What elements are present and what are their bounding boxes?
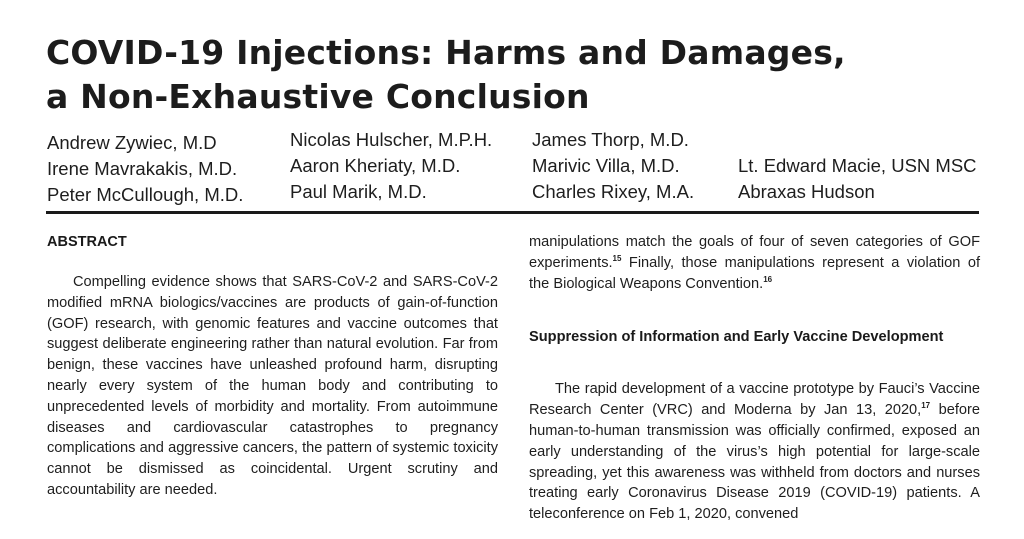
reference-marker: 16 <box>763 274 773 284</box>
author-column-3 <box>532 127 694 205</box>
section-heading: Suppression of Information and Early Vaccine Development <box>529 329 944 346</box>
author-name: Lt. Edward Macie, USN MSC <box>738 155 977 176</box>
left-column <box>47 232 498 501</box>
continuation-text: manipulations match the goals of four of seven categories of GOF experiments. <box>529 234 980 271</box>
paper-title <box>46 31 1006 119</box>
section-paragraph <box>529 379 980 525</box>
author-name: James Thorp, M.D. <box>532 129 689 150</box>
author-name: Peter McCullough, M.D. <box>47 184 244 205</box>
author-name: Andrew Zywiec, M.D <box>47 132 217 153</box>
abstract-paragraph: Compelling evidence shows that SARS-CoV-2 and SARS-CoV-2 modified mRNA biologics/vaccines are products of gain-of-function (GOF) research, with genomic features and vaccine outcomes that suggest deliberate engineering rather than natural evolution. Far from benign, these vaccines have unleashed profound harm, disrupting nearly every system of the human body and contributing to unprecedented levels of morbidity and mortality. From autoimmune diseases and cardiovascular catastrophes to pregnancy complications and aggressive cancers, the pattern of systemic toxicity cannot be dismissed as coincidental. Urgent scrutiny and accountability are needed. <box>47 274 498 498</box>
author-name: Paul Marik, M.D. <box>290 181 427 202</box>
author-name: Irene Mavrakakis, M.D. <box>47 158 238 179</box>
author-column-1 <box>47 130 243 208</box>
author-name: Charles Rixey, M.A. <box>532 181 695 202</box>
title-line-2: a Non-Exhaustive Conclusion <box>46 77 590 116</box>
continuation-paragraph <box>529 232 980 294</box>
author-name: Nicolas Hulscher, M.P.H. <box>290 129 493 150</box>
author-name: Marivic Villa, M.D. <box>532 155 680 176</box>
author-name: Aaron Kheriaty, M.D. <box>290 155 461 176</box>
section-text: before human-to-human transmission was officially confirmed, exposed an early understanding of the virus’s high potential for large-scale spreading, yet this awareness was withheld from doctors and nurses treating early Coronavirus Disease 2019 (COVID-19) patients. A teleconference on Feb 1, 2020, convened <box>529 402 980 523</box>
author-name: Abraxas Hudson <box>738 181 875 202</box>
reference-marker: 15 <box>612 253 622 263</box>
title-line-1: COVID-19 Injections: Harms and Damages, <box>46 33 846 72</box>
abstract-heading: ABSTRACT <box>47 234 127 250</box>
header-divider <box>46 211 979 214</box>
author-column-2 <box>290 127 492 205</box>
continuation-text: Finally, those manipulations represent a violation of the Biological Weapons Convention. <box>529 254 980 292</box>
reference-marker: 17 <box>921 401 931 411</box>
author-column-4 <box>738 153 977 205</box>
right-column <box>529 232 980 525</box>
section-text: The rapid development of a vaccine prototype by Fauci’s Vaccine Research Center (VRC) and Moderna by Jan 13, 2020, <box>529 381 980 419</box>
